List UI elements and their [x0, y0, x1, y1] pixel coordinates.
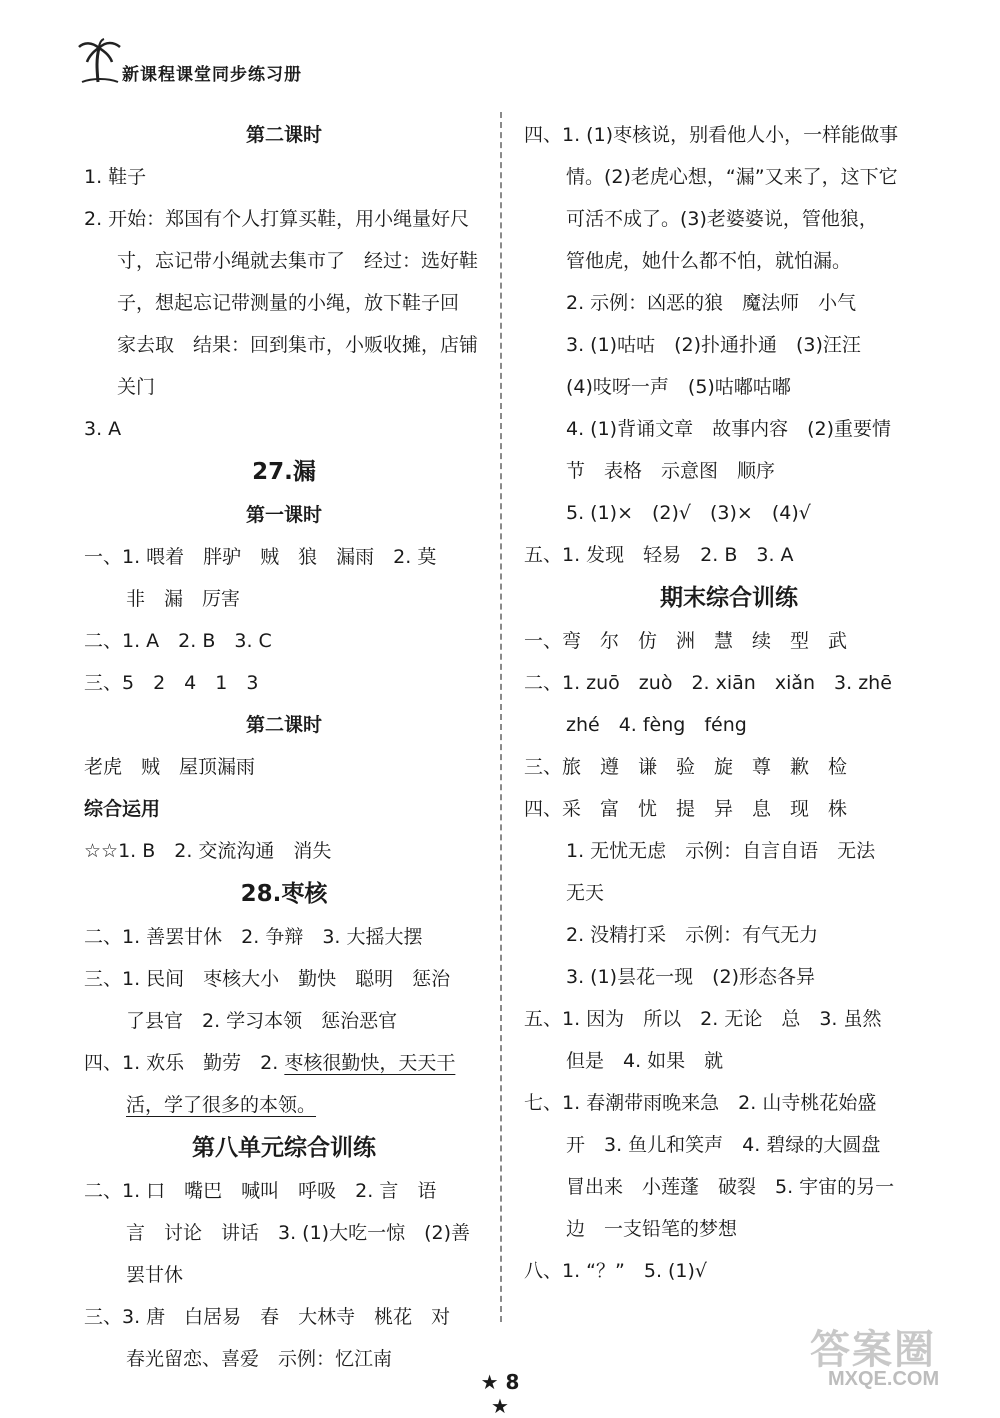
- answer-line: 三、3. 唐 白居易 春 大林寺 桃花 对: [84, 1306, 451, 1328]
- answer-line: 3. (1)咕咕 (2)扑通扑通 (3)汪汪: [566, 334, 861, 356]
- watermark-logo: [800, 1318, 990, 1398]
- answer-line: (4)吱呀一声 (5)咕嘟咕嘟: [566, 376, 791, 398]
- answer-line: [84, 1084, 484, 1126]
- answer-line: 3. (1)昙花一现 (2)形态各异: [566, 966, 815, 988]
- answer-line: 三、5 2 4 1 3: [84, 672, 259, 694]
- answer-line: 1. 鞋子: [84, 166, 147, 188]
- answer-line: 2. 没精打采 示例：有气无力: [566, 924, 819, 946]
- answer-line: 冒出来 小莲蓬 破裂 5. 宇宙的另一: [566, 1176, 895, 1198]
- column-divider: [500, 112, 502, 1322]
- section-subtitle: 第二课时: [245, 124, 322, 146]
- answer-line: 情。(2)老虎心想，“漏”又来了，这下它: [566, 166, 898, 188]
- answer-line: 2. 开始：郑国有个人打算买鞋，用小绳量好尺: [84, 208, 470, 230]
- underlined-answer: 枣核很勤快，天天干: [284, 1052, 456, 1074]
- answer-line: 五、1. 因为 所以 2. 无论 总 3. 虽然: [524, 1008, 882, 1030]
- answer-line: 二、1. A 2. B 3. C: [84, 630, 272, 652]
- watermark-main: 答案圈: [810, 1327, 936, 1373]
- answer-line: 三、旅 遵 谦 验 旋 尊 歉 检: [524, 756, 848, 778]
- answer-line: 子，想起忘记带测量的小绳，放下鞋子回: [117, 292, 460, 314]
- answer-line: 1. 无忧无虑 示例：自言自语 无法: [566, 840, 876, 862]
- answer-line: 八、1. “？” 5. (1)√: [524, 1260, 708, 1282]
- answer-line: 二、1. 善罢甘休 2. 争辩 3. 大摇大摆: [84, 926, 423, 948]
- section-subtitle: 第二课时: [245, 714, 322, 736]
- answer-line: 罢甘休: [126, 1264, 184, 1286]
- answer-line: 但是 4. 如果 就: [566, 1050, 724, 1072]
- answer-line: 可活不成了。(3)老婆婆说，管他狼，: [566, 208, 878, 230]
- answer-line: 一、1. 喂着 胖驴 贼 狼 漏雨 2. 莫: [84, 546, 437, 568]
- answer-line: 2. 示例：凶恶的狼 魔法师 小气: [566, 292, 857, 314]
- left-column: [84, 114, 484, 1380]
- answer-line: 四、1. (1)枣核说，别看他人小，一样能做事: [524, 124, 899, 146]
- answer-line: zhé 4. fèng féng: [566, 714, 747, 736]
- answer-line: 三、1. 民间 枣核大小 勤快 聪明 惩治: [84, 968, 451, 990]
- answer-line: 家去取 结果：回到集市，小贩收摊，店铺: [117, 334, 479, 356]
- answer-line: 七、1. 春潮带雨晚来急 2. 山寺桃花始盛: [524, 1092, 877, 1114]
- answer-line: 寸，忘记带小绳就去集市了 经过：选好鞋: [117, 250, 479, 272]
- answer-line: 无天: [566, 882, 605, 904]
- answer-line: 四、采 富 忧 提 异 息 现 株: [524, 798, 848, 820]
- answer-line: 二、1. zuō zuò 2. xiān xiǎn 3. zhē: [524, 672, 892, 694]
- section-title: 期末综合训练: [660, 585, 798, 611]
- answer-line: 开 3. 鱼儿和笑声 4. 碧绿的大圆盘: [566, 1134, 881, 1156]
- palm-tree-logo-icon: [78, 38, 122, 84]
- answer-line: 节 表格 示意图 顺序: [566, 460, 776, 482]
- answer-line: 二、1. 口 嘴巴 喊叫 呼吸 2. 言 语: [84, 1180, 437, 1202]
- answer-line: 言 讨论 讲话 3. (1)大吃一惊 (2)善: [126, 1222, 470, 1244]
- answer-line: 老虎 贼 屋顶漏雨: [84, 756, 256, 778]
- right-column: [524, 114, 934, 1292]
- answer-line: 一、弯 尔 仿 洲 慧 续 型 武: [524, 630, 848, 652]
- answer-line: ☆☆1. B 2. 交流沟通 消失: [84, 840, 332, 862]
- answer-line: 边 一支铅笔的梦想: [566, 1218, 738, 1240]
- underlined-answer: 活，学了很多的本领。: [126, 1094, 317, 1116]
- answer-prefix: 四、1. 欢乐 勤劳 2.: [84, 1052, 285, 1074]
- section-subtitle: 第一课时: [245, 504, 322, 526]
- page-number-value: 8: [505, 1370, 520, 1394]
- header-title: 新课程课堂同步练习册: [122, 65, 302, 85]
- answer-line: 关门: [117, 376, 156, 398]
- page-header: [78, 38, 338, 88]
- section-title: 27.漏: [252, 459, 316, 485]
- section-title: 28.枣核: [240, 881, 328, 907]
- page-number: ★ 8 ★: [480, 1370, 520, 1418]
- answer-line: 春光留恋、喜爱 示例：忆江南: [126, 1348, 393, 1370]
- answer-line: 4. (1)背诵文章 故事内容 (2)重要情: [566, 418, 891, 440]
- section-title: 第八单元综合训练: [192, 1135, 376, 1161]
- section-label: 综合运用: [84, 798, 161, 820]
- answer-line: 5. (1)× (2)√ (3)× (4)√: [566, 502, 811, 524]
- answer-line: 非 漏 厉害: [126, 588, 241, 610]
- answer-line: 了县官 2. 学习本领 惩治恶官: [126, 1010, 398, 1032]
- watermark-site: MXQE.COM: [828, 1368, 940, 1390]
- answer-line: 五、1. 发现 轻易 2. B 3. A: [524, 544, 794, 566]
- answer-line: 管他虎，她什么都不怕，就怕漏。: [566, 250, 852, 272]
- answer-line: 3. A: [84, 418, 122, 440]
- answer-line: [84, 1042, 484, 1084]
